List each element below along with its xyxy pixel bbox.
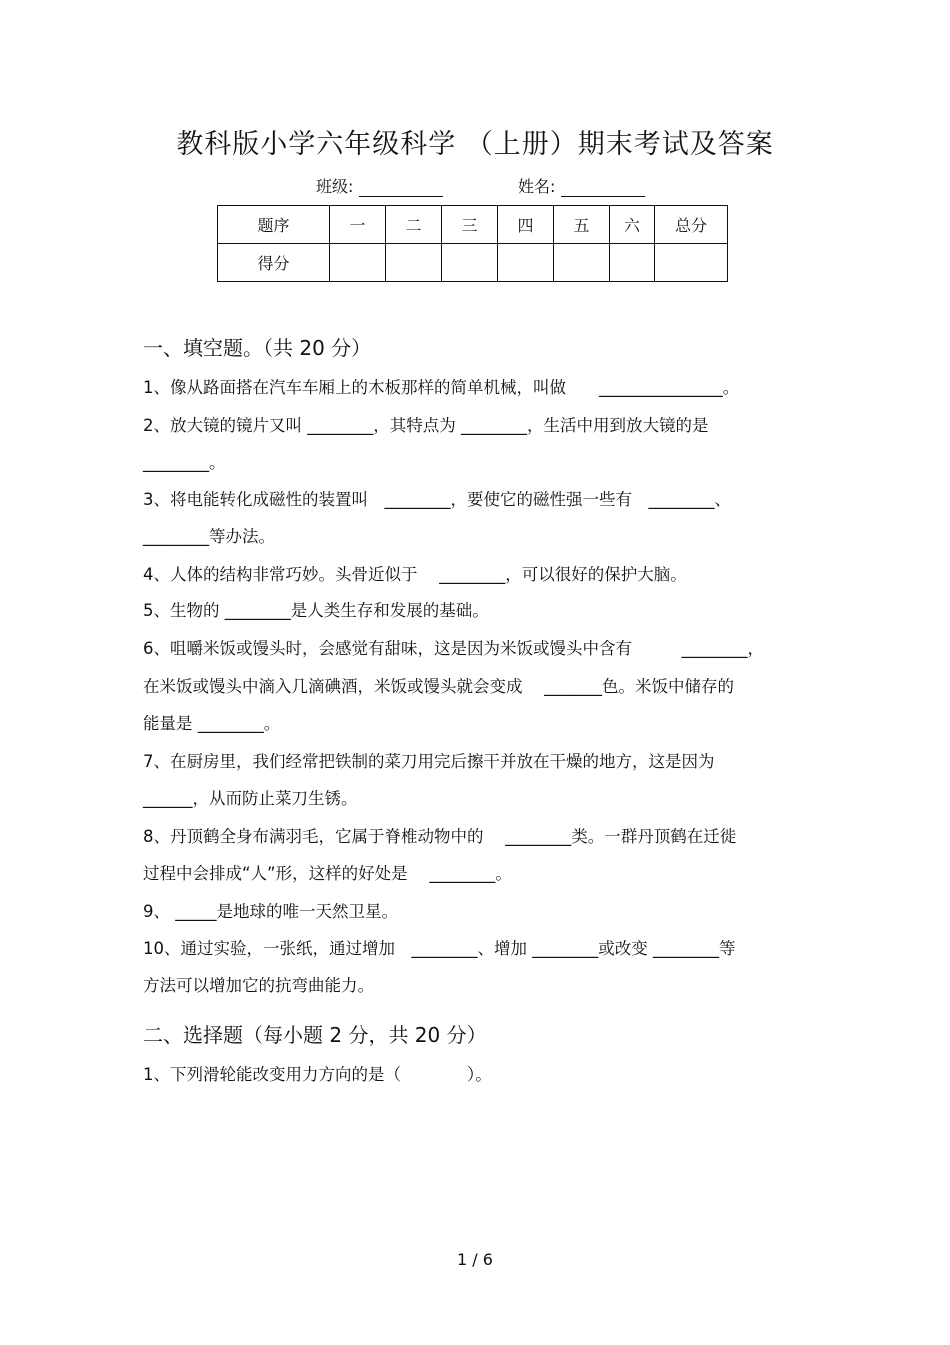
table-cell: 六: [610, 206, 655, 244]
question-line: 2、放大镜的镜片又叫 ________，其特点为 ________，生活中用到放大镜的是: [143, 416, 709, 435]
question-line: 7、在厨房里，我们经常把铁制的菜刀用完后擦干并放在干燥的地方，这是因为: [143, 752, 715, 771]
question-line: 方法可以增加它的抗弯曲能力。: [143, 976, 374, 995]
score-cell[interactable]: [386, 244, 442, 282]
class-label: 班级:: [316, 177, 354, 196]
question-line: ______，从而防止菜刀生锈。: [143, 789, 358, 808]
page-number: 1 / 6: [457, 1250, 493, 1269]
question-line: 3、将电能转化成磁性的装置叫 ________，要使它的磁性强一些有 ________、: [143, 490, 731, 509]
name-label: 姓名:: [518, 177, 556, 196]
table-cell: 二: [386, 206, 442, 244]
section-heading-fill-in: 一、填空题。（共 20 分）: [143, 336, 372, 360]
question-line: ________等办法。: [143, 527, 275, 546]
class-field: [316, 174, 443, 197]
question-line: 4、人体的结构非常巧妙。头骨近似于 ________，可以很好的保护大脑。: [143, 565, 687, 584]
score-cell[interactable]: [610, 244, 655, 282]
class-blank: [359, 180, 443, 197]
question-line: 在米饭或馒头中滴入几滴碘酒，米饭或馒头就会变成 _______色。米饭中储存的: [143, 677, 734, 696]
score-table-score-row: [218, 244, 728, 282]
question-line: ________。: [143, 453, 226, 472]
table-cell: 题序: [218, 206, 330, 244]
score-cell[interactable]: [554, 244, 610, 282]
question-line: 能量是 ________。: [143, 714, 281, 733]
table-cell: 总分: [655, 206, 728, 244]
question-line: 9、 _____是地球的唯一天然卫星。: [143, 902, 398, 921]
score-cell[interactable]: [498, 244, 554, 282]
table-cell: 五: [554, 206, 610, 244]
score-cell[interactable]: [655, 244, 728, 282]
table-cell: 一: [330, 206, 386, 244]
question-line: 1、像从路面搭在汽车车厢上的木板那样的简单机械，叫做 _______________。: [143, 378, 740, 397]
score-table: [217, 205, 728, 282]
name-field: [518, 174, 645, 197]
score-table-header-row: [218, 206, 728, 244]
section-heading-choice: 二、选择题（每小题 2 分，共 20 分）: [143, 1023, 487, 1047]
question-line: 5、生物的 ________是人类生存和发展的基础。: [143, 601, 489, 620]
score-cell[interactable]: [330, 244, 386, 282]
question-line: 过程中会排成“人”形，这样的好处是 ________。: [143, 864, 512, 883]
question-line: 8、丹顶鹤全身布满羽毛，它属于脊椎动物中的 ________类。一群丹顶鹤在迁徙: [143, 827, 737, 846]
question-line: 1、下列滑轮能改变用力方向的是（ ）。: [143, 1065, 492, 1084]
table-cell: 得分: [218, 244, 330, 282]
question-line: 10、通过实验，一张纸，通过增加 ________、增加 ________或改变 ________等: [143, 939, 736, 958]
table-cell: 三: [442, 206, 498, 244]
question-line: 6、咀嚼米饭或馒头时，会感觉有甜味，这是因为米饭或馒头中含有 ________，: [143, 639, 764, 658]
score-cell[interactable]: [442, 244, 498, 282]
name-blank: [561, 180, 645, 197]
table-cell: 四: [498, 206, 554, 244]
page-title: 教科版小学六年级科学 （上册）期末考试及答案: [176, 129, 774, 160]
